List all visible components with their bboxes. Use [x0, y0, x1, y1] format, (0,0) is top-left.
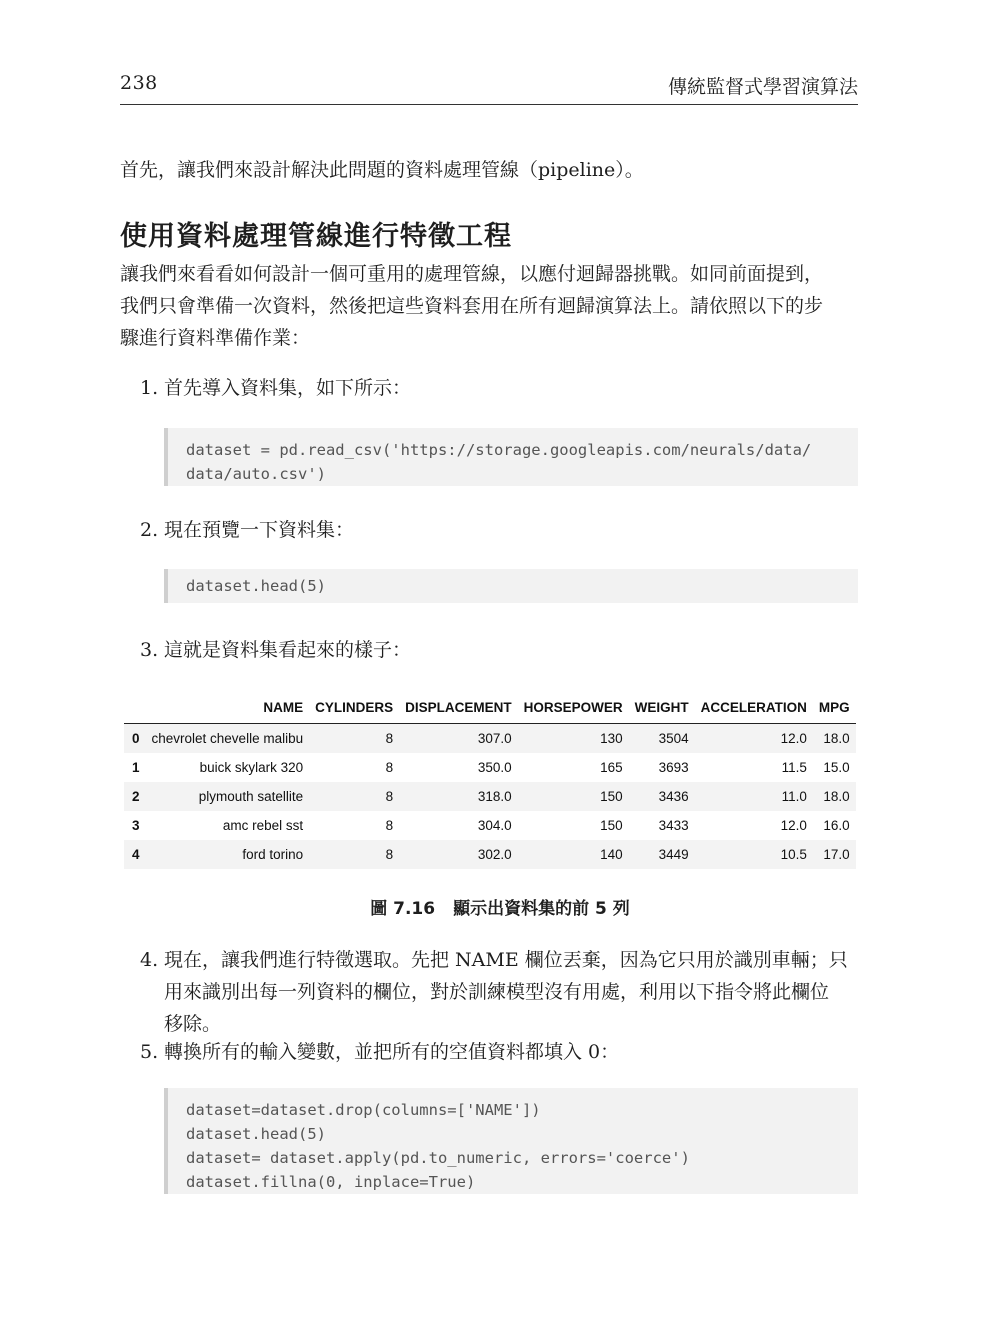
cell-horsepower: 130	[518, 724, 629, 754]
step-number: 2.	[140, 519, 159, 541]
cell-acceleration: 12.0	[780, 818, 807, 833]
running-title: 傳統監督式學習演算法	[667, 76, 858, 98]
cell-weight: 3449	[629, 840, 695, 869]
step-text: 這就是資料集看起來的樣子：	[164, 639, 412, 661]
cell-cylinders: 8	[309, 782, 399, 811]
step-number: 4.	[140, 949, 159, 971]
section-paragraph	[120, 258, 860, 354]
cell-displacement: 307.0	[399, 724, 518, 754]
table-row	[124, 724, 856, 754]
code-line: dataset.head(5)	[186, 577, 326, 595]
step-3	[140, 634, 860, 666]
cell-displacement: 304.0	[477, 818, 512, 833]
column-header: MPG	[813, 694, 856, 724]
step-number: 3.	[140, 639, 159, 661]
table-row	[124, 840, 856, 869]
figure-caption	[0, 894, 1000, 919]
cell-acceleration: 11.5	[781, 760, 807, 775]
step-line: 移除。	[164, 1013, 222, 1035]
code-block-transform[interactable]	[164, 1088, 858, 1194]
column-header	[124, 694, 146, 724]
row-index: 2	[124, 782, 146, 811]
table-header-row	[124, 694, 856, 724]
cell-horsepower: 140	[518, 840, 629, 869]
code-line: dataset=dataset.drop(columns=['NAME'])	[186, 1101, 541, 1119]
paragraph-line: 驟進行資料準備作業：	[120, 327, 311, 349]
cell-cylinders: 8	[385, 818, 394, 833]
row-index: 0	[124, 724, 146, 754]
cell-horsepower: 165	[600, 760, 623, 775]
cell-displacement: 302.0	[399, 840, 518, 869]
cell-acceleration: 12.0	[695, 724, 813, 754]
paragraph-line: 讓我們來看看如何設計一個可重用的處理管線，以應付迴歸器挑戰。如同前面提到，	[120, 263, 824, 285]
cell-acceleration: 11.0	[695, 782, 813, 811]
cell-name: ford torino	[146, 840, 310, 869]
cell-horsepower: 150	[600, 818, 623, 833]
cell-horsepower: 150	[518, 782, 629, 811]
cell-cylinders: 8	[385, 760, 394, 775]
step-text: 現在預覽一下資料集：	[164, 519, 355, 541]
code-line: data/auto.csv')	[186, 465, 326, 483]
step-number: 1.	[140, 377, 159, 399]
code-block-head[interactable]	[164, 569, 858, 603]
cell-weight: 3433	[658, 818, 689, 833]
cell-weight: 3436	[629, 782, 695, 811]
cell-mpg: 17.0	[813, 840, 856, 869]
cell-name: amc rebel sst	[222, 818, 304, 833]
column-header: WEIGHT	[629, 694, 695, 724]
step-5	[140, 1036, 860, 1068]
row-index: 1	[132, 760, 140, 775]
cell-mpg: 15.0	[823, 760, 850, 775]
step-line: 現在，讓我們進行特徵選取。先把 NAME 欄位丟棄，因為它只用於識別車輛；只	[164, 949, 848, 971]
cell-displacement: 318.0	[399, 782, 518, 811]
cell-cylinders: 8	[309, 724, 399, 754]
cell-weight: 3693	[658, 760, 689, 775]
step-text: 轉換所有的輸入變數，並把所有的空值資料都填入 0：	[164, 1041, 620, 1063]
code-line: dataset= dataset.apply(pd.to_numeric, errors='coerce')	[186, 1149, 690, 1167]
cell-acceleration: 10.5	[695, 840, 813, 869]
figure-caption-text: 顯示出資料集的前 5 列	[453, 899, 630, 919]
dataset-preview-table	[124, 694, 856, 869]
cell-weight: 3504	[629, 724, 695, 754]
column-header: HORSEPOWER	[518, 694, 629, 724]
cell-cylinders: 8	[309, 840, 399, 869]
row-index: 4	[124, 840, 146, 869]
row-index: 3	[132, 818, 140, 833]
step-2	[140, 514, 860, 546]
cell-mpg: 18.0	[813, 724, 856, 754]
column-header: CYLINDERS	[309, 694, 399, 724]
cell-name: chevrolet chevelle malibu	[146, 724, 310, 754]
code-line: dataset.head(5)	[186, 1125, 326, 1143]
step-line: 用來識別出每一列資料的欄位，對於訓練模型沒有用處，利用以下指令將此欄位	[164, 981, 830, 1003]
code-line: dataset.fillna(0, inplace=True)	[186, 1173, 476, 1191]
paragraph-line: 我們只會準備一次資料，然後把這些資料套用在所有迴歸演算法上。請依照以下的步	[120, 295, 824, 317]
intro-paragraph: 首先，讓我們來設計解決此問題的資料處理管線（pipeline）。	[120, 159, 644, 181]
cell-name: plymouth satellite	[146, 782, 310, 811]
cell-name: buick skylark 320	[199, 760, 304, 775]
table-row	[124, 782, 856, 811]
step-1	[140, 372, 860, 404]
table-row	[124, 753, 856, 782]
column-header: NAME	[146, 694, 310, 724]
code-line: dataset = pd.read_csv('https://storage.googleapis.com/neurals/data/	[186, 441, 812, 459]
table-row	[124, 811, 856, 840]
step-text: 首先導入資料集，如下所示：	[164, 377, 412, 399]
column-header: ACCELERATION	[695, 694, 813, 724]
cell-displacement: 350.0	[477, 760, 512, 775]
page-number: 238	[120, 72, 158, 94]
section-heading: 使用資料處理管線進行特徵工程	[120, 221, 512, 252]
column-header: DISPLACEMENT	[399, 694, 518, 724]
cell-mpg: 18.0	[813, 782, 856, 811]
figure-label: 圖 7.16	[370, 899, 436, 919]
step-number: 5.	[140, 1041, 159, 1063]
code-block-import[interactable]	[164, 428, 858, 486]
cell-mpg: 16.0	[823, 818, 850, 833]
step-body	[164, 944, 860, 1040]
header-divider	[120, 104, 858, 105]
step-4	[140, 944, 860, 1040]
